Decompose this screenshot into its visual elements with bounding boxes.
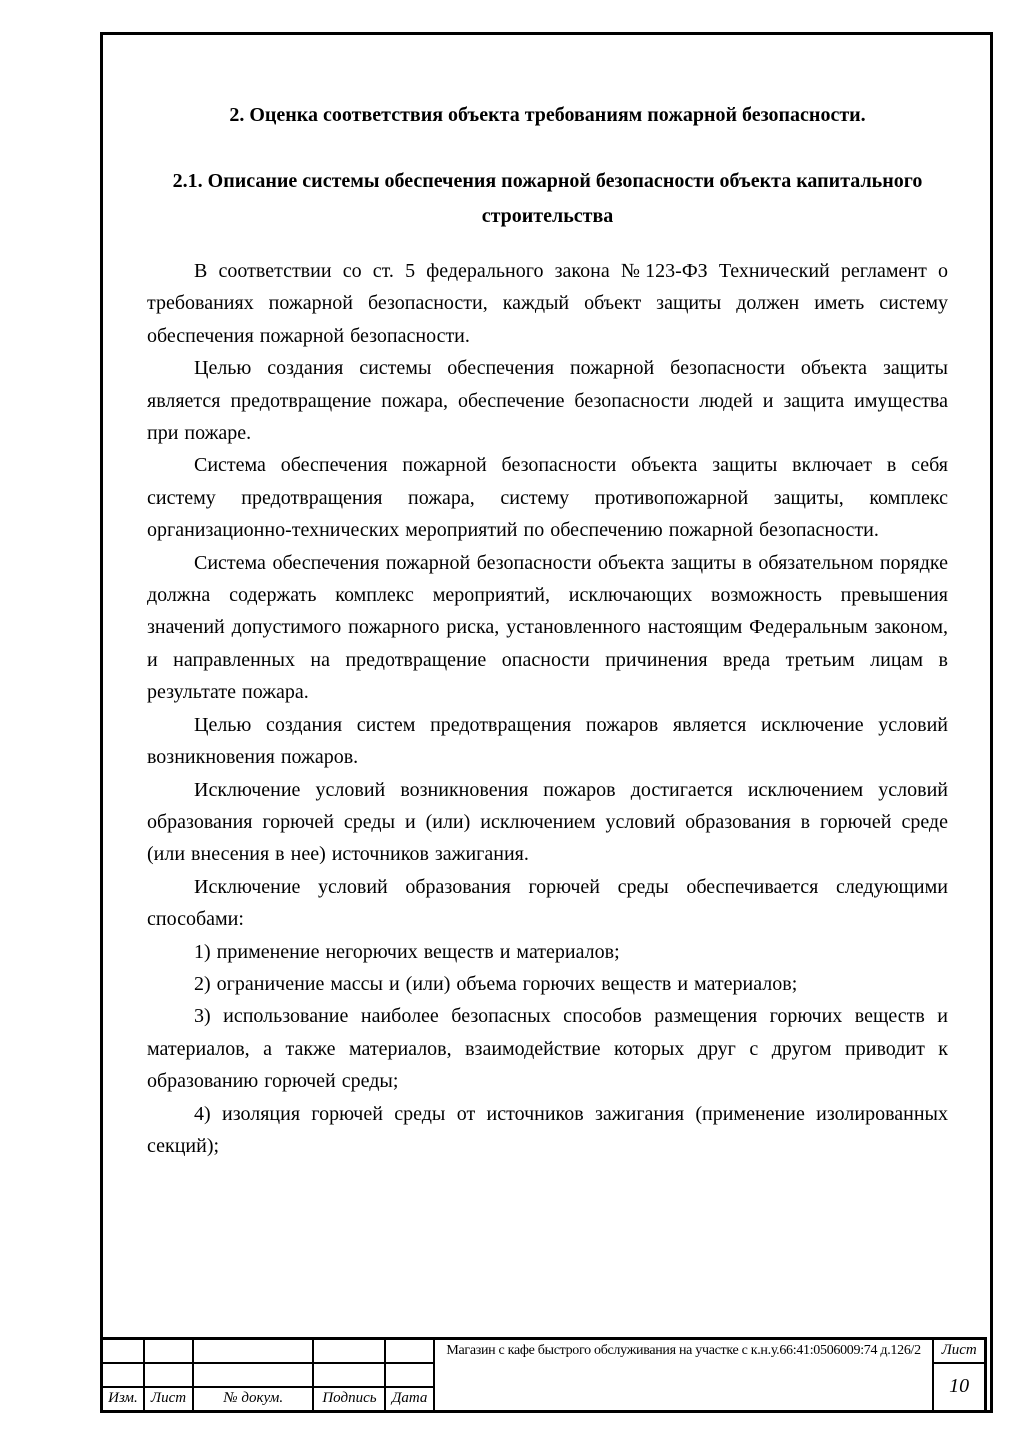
body-list-item: 3) использование наиболее безопасных способов размещения горючих веществ и материалов, а также материалов, взаимодействие которых друг с другом приводит к образованию горючей среды; xyxy=(147,1005,948,1093)
stamp-sheet-number: 10 xyxy=(933,1363,985,1412)
stamp-col-data: Дата xyxy=(385,1387,433,1412)
body-list-item: 4) изоляция горючей среды от источников зажигания (применение изолированных секций); xyxy=(147,1102,948,1157)
stamp-empty-cell xyxy=(102,1339,144,1363)
stamp-col-list: Лист xyxy=(144,1387,193,1412)
stamp-empty-cell xyxy=(102,1363,144,1387)
stamp-col-izm: Изм. xyxy=(102,1387,144,1412)
page-content xyxy=(147,35,948,1162)
body-list-item: 1) применение негорючих веществ и материалов; xyxy=(194,940,620,963)
stamp-col-podpis: Подпись xyxy=(313,1387,385,1412)
body-paragraph: В соответствии со ст. 5 федерального закона №123-ФЗ Технический регламент о требованиях пожарной безопасности, каждый объект защиты должен иметь систему обеспечения пожарной безопасности. xyxy=(147,260,948,347)
stamp-empty-cell xyxy=(313,1339,385,1363)
body-paragraph: Система обеспечения пожарной безопасности объекта защиты в обязательном порядке должна содержать комплекс мероприятий, исключающих возможность превышения значений допустимого пожарного риска, установленного настоящим Федеральным законом, и направленных на предотвращение опасности причинения вреда третьим лицам в результате пожара. xyxy=(147,551,948,704)
stamp-empty-cell xyxy=(385,1339,433,1363)
stamp-sheet-label: Лист xyxy=(933,1339,985,1363)
stamp-col-doc: № докум. xyxy=(193,1387,313,1412)
subsection-heading: 2.1. Описание системы обеспечения пожарной безопасности объекта капитального строительства xyxy=(172,170,923,227)
body-paragraph: Целью создания системы обеспечения пожарной безопасности объекта защиты является предотвращение пожара, обеспечение безопасности людей и защита имущества при пожаре. xyxy=(147,357,948,445)
stamp-empty-cell xyxy=(385,1363,433,1387)
stamp-empty-cell xyxy=(313,1363,385,1387)
body-paragraph: Исключение условий возникновения пожаров достигается исключением условий образования горючей среды и (или) исключением условий образования в горючей среде (или внесения в нее) источников зажигания. xyxy=(147,778,948,866)
stamp-empty-cell xyxy=(144,1363,193,1387)
stamp-project-title: Магазин с кафе быстрого обслуживания на участке с к.н.у.66:41:0506009:74 д.126/2 xyxy=(434,1339,934,1412)
title-block-stamp xyxy=(100,1337,987,1413)
page-frame xyxy=(100,32,993,1413)
body-paragraph: Система обеспечения пожарной безопасности объекта защиты включает в себя систему предотвращения пожара, систему противопожарной защиты, комплекс организационно-технических мероприятий по обеспечению пожарной безопасности. xyxy=(147,454,948,542)
body-list-item: 2) ограничение массы и (или) объема горючих веществ и материалов; xyxy=(194,972,798,995)
section-heading: 2. Оценка соответствия объекта требованиям пожарной безопасности. xyxy=(229,104,866,126)
stamp-empty-cell xyxy=(144,1339,193,1363)
stamp-empty-cell xyxy=(193,1339,313,1363)
stamp-empty-cell xyxy=(193,1363,313,1387)
body-text xyxy=(147,255,948,1162)
body-paragraph: Исключение условий образования горючей среды обеспечивается следующими способами: xyxy=(147,875,948,931)
body-paragraph: Целью создания систем предотвращения пожаров является исключение условий возникновения пожаров. xyxy=(147,713,948,769)
